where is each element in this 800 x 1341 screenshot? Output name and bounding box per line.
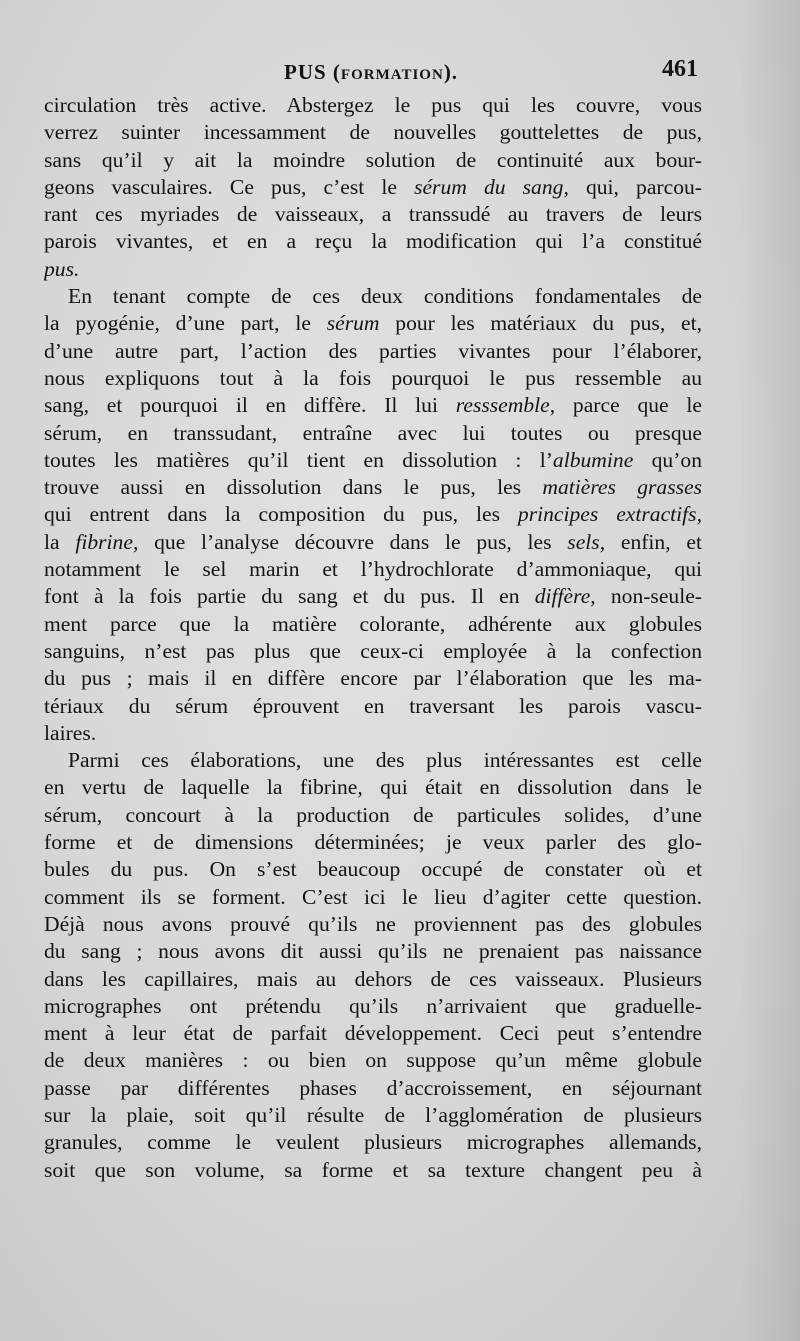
italic-text: fibrine,: [75, 529, 139, 554]
text-segment: pour les matériaux du pus, et,: [379, 311, 702, 336]
text-line: [44, 665, 702, 692]
text-segment: passe par différentes phases d’accroissement, en séjournant: [44, 1075, 702, 1100]
text-segment: toutes les matières qu’il tient en dissolution : l’: [44, 447, 553, 472]
text-segment: font à la fois partie du sang et du pus. Il en: [44, 584, 535, 609]
text-line: [44, 1020, 702, 1047]
text-line: [44, 829, 702, 856]
text-segment: ment parce que la matière colorante, adhérente aux globules: [44, 611, 702, 636]
text-segment: nous expliquons tout à la fois pourquoi le pus ressemble au: [44, 365, 702, 390]
text-segment: enfin, et: [605, 529, 702, 554]
text-line: [44, 147, 702, 174]
text-line: [44, 802, 702, 829]
text-line: [44, 1075, 702, 1102]
text-segment: que l’analyse découvre dans le pus, les: [138, 529, 568, 554]
text-segment: parce que le: [555, 393, 702, 418]
text-line: [44, 1047, 702, 1074]
text-line: [44, 583, 702, 610]
text-line: [44, 966, 702, 993]
italic-text: diffère,: [534, 584, 596, 609]
text-segment: d’une autre part, l’action des parties vivantes pour l’élaborer,: [44, 338, 702, 363]
text-line: [44, 611, 702, 638]
text-segment: parois vivantes, et en a reçu la modification qui l’a constitué: [44, 229, 702, 254]
text-segment: du sang ; nous avons dit aussi qu’ils ne prenaient pas naissance: [44, 939, 702, 964]
text-segment: de deux manières : ou bien on suppose qu’un même globule: [44, 1048, 702, 1073]
text-line: [44, 256, 702, 283]
text-segment: forme et de dimensions déterminées; je veux parler des glo-: [44, 830, 702, 855]
text-segment: dans les capillaires, mais au dehors de ces vaisseaux. Plusieurs: [44, 966, 702, 991]
italic-text: albumine: [552, 447, 634, 472]
page-number: 461: [662, 56, 698, 82]
text-line: [44, 693, 702, 720]
text-segment: bules du pus. On s’est beaucoup occupé de constater où et: [44, 857, 702, 882]
text-line: [44, 774, 702, 801]
italic-text: principes extractifs,: [517, 502, 702, 527]
text-segment: tériaux du sérum éprouvent en traversant les parois vascu-: [44, 693, 702, 718]
text-segment: granules, comme le veulent plusieurs micrographes allemands,: [44, 1130, 702, 1155]
text-segment: circulation très active. Abstergez le pus qui les couvre, vous: [44, 93, 702, 117]
text-line: [44, 228, 702, 255]
text-segment: micrographes ont prétendu qu’ils n’arrivaient que graduelle-: [44, 993, 702, 1018]
text-line: [44, 556, 702, 583]
text-line: [44, 119, 702, 146]
text-line: [44, 501, 702, 528]
italic-text: pus.: [44, 256, 80, 281]
text-line: [44, 884, 702, 911]
text-segment: qui entrent dans la composition du pus, les: [44, 502, 518, 527]
text-line: [44, 365, 702, 392]
text-line: [44, 1102, 702, 1129]
text-segment: en vertu de laquelle la fibrine, qui était en dissolution dans le: [44, 775, 702, 800]
text-line: [44, 529, 702, 556]
body-text: [44, 92, 702, 1184]
text-line: [44, 938, 702, 965]
text-line: [44, 310, 702, 337]
text-line: [44, 1129, 702, 1156]
text-segment: sans qu’il y ait la moindre solution de continuité aux bour-: [44, 147, 702, 172]
text-segment: sérum, concourt à la production de particules solides, d’une: [44, 802, 702, 827]
text-segment: sérum, en transsudant, entraîne avec lui toutes ou presque: [44, 420, 702, 445]
text-line: [44, 338, 702, 365]
text-line: [44, 993, 702, 1020]
text-line: [44, 420, 702, 447]
text-segment: ment à leur état de parfait développement. Ceci peut s’entendre: [44, 1021, 702, 1046]
text-line: [44, 474, 702, 501]
text-segment: trouve aussi en dissolution dans le pus, les: [44, 475, 543, 500]
text-segment: notamment le sel marin et l’hydrochlorate d’ammoniaque, qui: [44, 557, 702, 582]
text-line: [44, 283, 702, 310]
page-header: [44, 56, 700, 88]
text-segment: non-seule-: [595, 584, 702, 609]
text-line: [44, 174, 702, 201]
running-head-main: PUS (: [284, 60, 341, 84]
italic-text: matières grasses: [542, 475, 702, 500]
text-segment: verrez suinter incessamment de nouvelles gouttelettes de pus,: [44, 120, 702, 145]
text-segment: Parmi ces élaborations, une des plus intéressantes est celle: [68, 748, 702, 773]
text-segment: la: [44, 529, 76, 554]
italic-text: sels,: [567, 529, 606, 554]
page-edge-shadow: [740, 0, 800, 1341]
text-line: [44, 911, 702, 938]
text-segment: soit que son volume, sa forme et sa texture changent peu à: [44, 1157, 702, 1182]
text-segment: qu’on: [633, 447, 702, 472]
text-segment: qui, parcou-: [568, 174, 702, 199]
text-segment: sang, et pourquoi il en diffère. Il lui: [44, 393, 456, 418]
text-line: [44, 392, 702, 419]
text-line: [44, 747, 702, 774]
text-segment: comment ils se forment. C’est ici le lieu d’agiter cette question.: [44, 884, 702, 909]
running-head-small-caps: FORMATION: [340, 67, 444, 83]
italic-text: sérum du sang,: [414, 174, 569, 199]
text-line: [44, 720, 702, 747]
text-line: [44, 638, 702, 665]
text-segment: sur la plaie, soit qu’il résulte de l’agglomération de plusieurs: [44, 1102, 702, 1127]
text-line: [44, 447, 702, 474]
italic-text: sérum: [326, 311, 380, 336]
text-line: [44, 1157, 702, 1184]
text-line: [44, 92, 702, 119]
text-segment: Déjà nous avons prouvé qu’ils ne proviennent pas des globules: [44, 911, 702, 936]
text-segment: du pus ; mais il en diffère encore par l’élaboration que les ma-: [44, 666, 702, 691]
text-line: [44, 201, 702, 228]
text-segment: geons vasculaires. Ce pus, c’est le: [44, 174, 415, 199]
running-head: [284, 60, 458, 85]
italic-text: resssemble,: [455, 393, 556, 418]
text-line: [44, 856, 702, 883]
text-segment: rant ces myriades de vaisseaux, a transsudé au travers de leurs: [44, 202, 702, 227]
running-head-end: ).: [443, 60, 459, 84]
text-segment: laires.: [44, 720, 97, 745]
text-segment: la pyogénie, d’une part, le: [44, 311, 327, 336]
text-segment: sanguins, n’est pas plus que ceux-ci employée à la confection: [44, 638, 702, 663]
text-segment: En tenant compte de ces deux conditions fondamentales de: [68, 284, 702, 309]
